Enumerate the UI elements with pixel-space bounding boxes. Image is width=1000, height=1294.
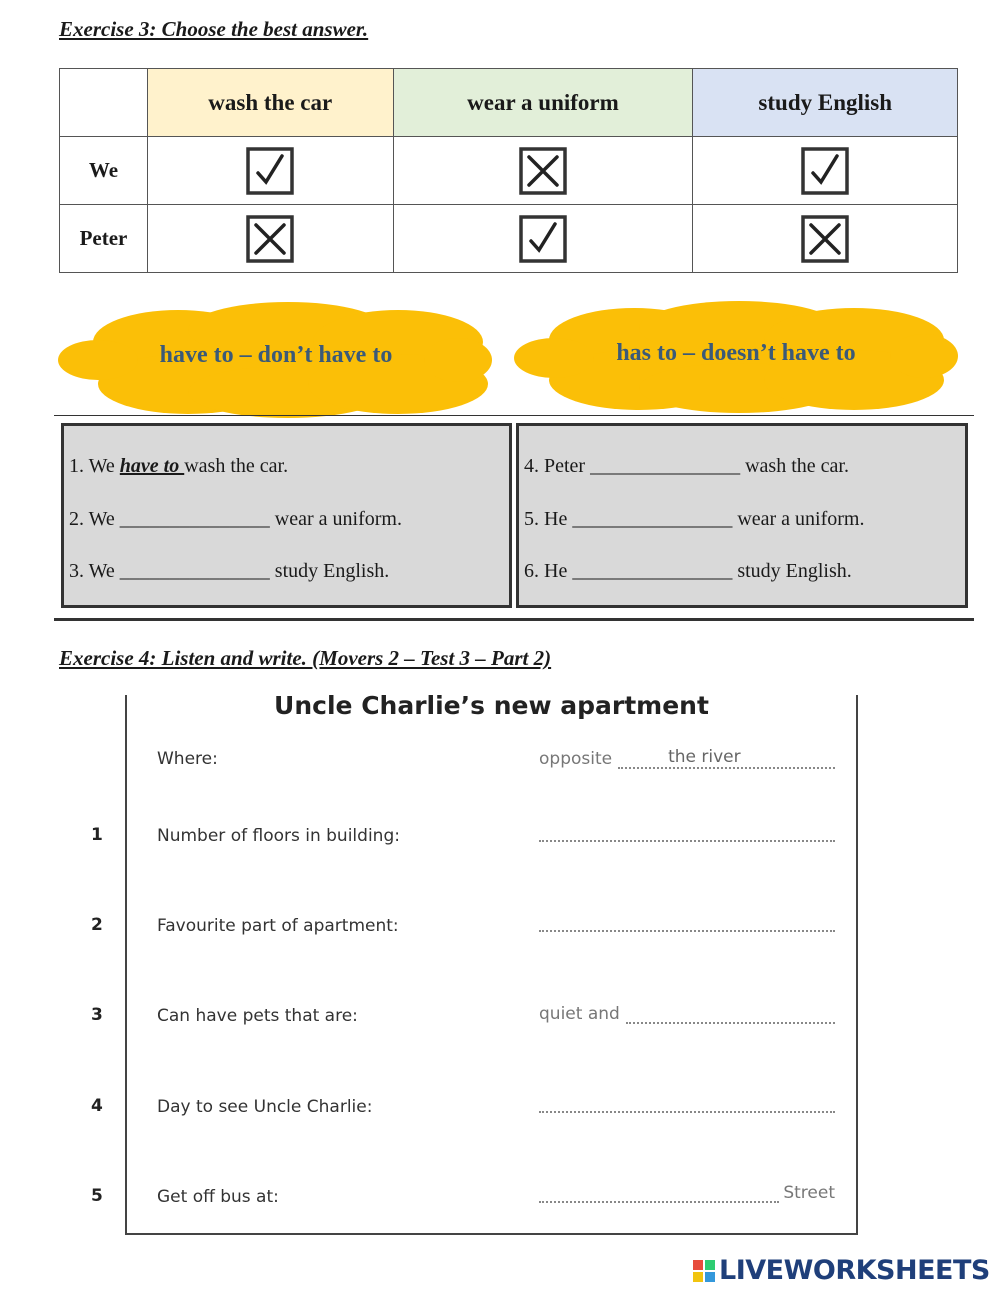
column-header: study English <box>693 69 958 137</box>
table-row <box>60 205 958 273</box>
peter-sentences-box <box>516 423 968 608</box>
liveworksheets-logo <box>692 1255 990 1286</box>
cross-icon <box>246 215 294 263</box>
liveworksheets-logo-icon <box>692 1259 716 1283</box>
question-label: Number of floors in building: <box>157 826 400 846</box>
mark-cell <box>393 137 693 205</box>
answer-field[interactable] <box>539 912 835 932</box>
answer-field[interactable] <box>539 1004 835 1024</box>
question-number: 3 <box>91 1005 103 1025</box>
table-row <box>60 137 958 205</box>
question-number: 1 <box>91 825 103 845</box>
check-icon <box>519 215 567 263</box>
answer-blank[interactable] <box>626 1004 835 1024</box>
column-header: wash the car <box>148 69 394 137</box>
answer-field[interactable] <box>539 1183 835 1203</box>
answer-blank[interactable] <box>539 1183 779 1203</box>
sentence-line[interactable]: 4. Peter _______________ wash the car. <box>524 455 849 477</box>
check-icon <box>246 147 294 195</box>
sentence-prefix[interactable]: 3. We _______________ <box>69 560 275 582</box>
answer-prefix: quiet and <box>539 1004 620 1024</box>
sentence-line <box>69 455 288 478</box>
sentence-line[interactable]: 5. He ________________ wear a uniform. <box>524 508 865 530</box>
cloud-have-to <box>58 300 494 418</box>
mark-cell <box>148 205 394 273</box>
cloud-label: has to – doesn’t have to <box>616 340 856 366</box>
sentence-suffix: study English. <box>274 560 390 582</box>
example-answer: have to <box>119 455 185 477</box>
table-corner-cell <box>60 69 148 137</box>
question-label: Favourite part of apartment: <box>157 916 399 936</box>
we-sentences-box <box>61 423 512 608</box>
panel-title: Uncle Charlie’s new apartment <box>274 691 709 720</box>
sentence-line[interactable]: 6. He ________________ study English. <box>524 560 852 582</box>
mark-cell <box>693 205 958 273</box>
exercise-3-title: Exercise 3: Choose the best answer. <box>59 17 369 41</box>
answer-blank[interactable] <box>539 822 835 842</box>
answer-blank[interactable] <box>539 912 835 932</box>
check-icon <box>801 147 849 195</box>
question-label: Where: <box>157 749 218 769</box>
answer-blank[interactable] <box>539 1093 835 1113</box>
mark-cell <box>148 137 394 205</box>
sentence-prefix: 1. We <box>69 455 120 477</box>
question-label: Can have pets that are: <box>157 1006 358 1026</box>
row-subject: We <box>60 137 148 205</box>
listening-panel <box>91 691 858 1235</box>
answer-field <box>539 747 835 769</box>
filled-answer: the river <box>618 747 835 769</box>
sentence-line <box>69 560 389 583</box>
table-header-row <box>60 69 958 137</box>
answer-field[interactable] <box>539 822 835 842</box>
sentence-suffix: wash the car. <box>184 455 289 477</box>
question-number: 4 <box>91 1096 103 1116</box>
mark-cell <box>693 137 958 205</box>
cloud-label: have to – don’t have to <box>159 342 393 368</box>
question-label: Get off bus at: <box>157 1187 279 1207</box>
answer-field[interactable] <box>539 1093 835 1113</box>
sentence-line <box>69 508 402 531</box>
question-number: 5 <box>91 1186 103 1206</box>
question-label: Day to see Uncle Charlie: <box>157 1097 373 1117</box>
logo-text: LIVEWORKSHEETS <box>719 1255 990 1286</box>
cross-icon <box>519 147 567 195</box>
column-header: wear a uniform <box>393 69 693 137</box>
choice-table <box>59 68 958 273</box>
cross-icon <box>801 215 849 263</box>
exercise-4-title: Exercise 4: Listen and write. (Movers 2 – Test 3 – Part 2) <box>59 646 552 670</box>
cloud-has-to <box>514 300 958 415</box>
answer-suffix: Street <box>783 1183 835 1203</box>
sentence-prefix[interactable]: 2. We _______________ <box>69 508 275 530</box>
answer-prefix: opposite <box>539 749 613 769</box>
row-subject: Peter <box>60 205 148 273</box>
sentence-suffix: wear a uniform. <box>274 508 402 530</box>
question-number: 2 <box>91 915 103 935</box>
mark-cell <box>393 205 693 273</box>
